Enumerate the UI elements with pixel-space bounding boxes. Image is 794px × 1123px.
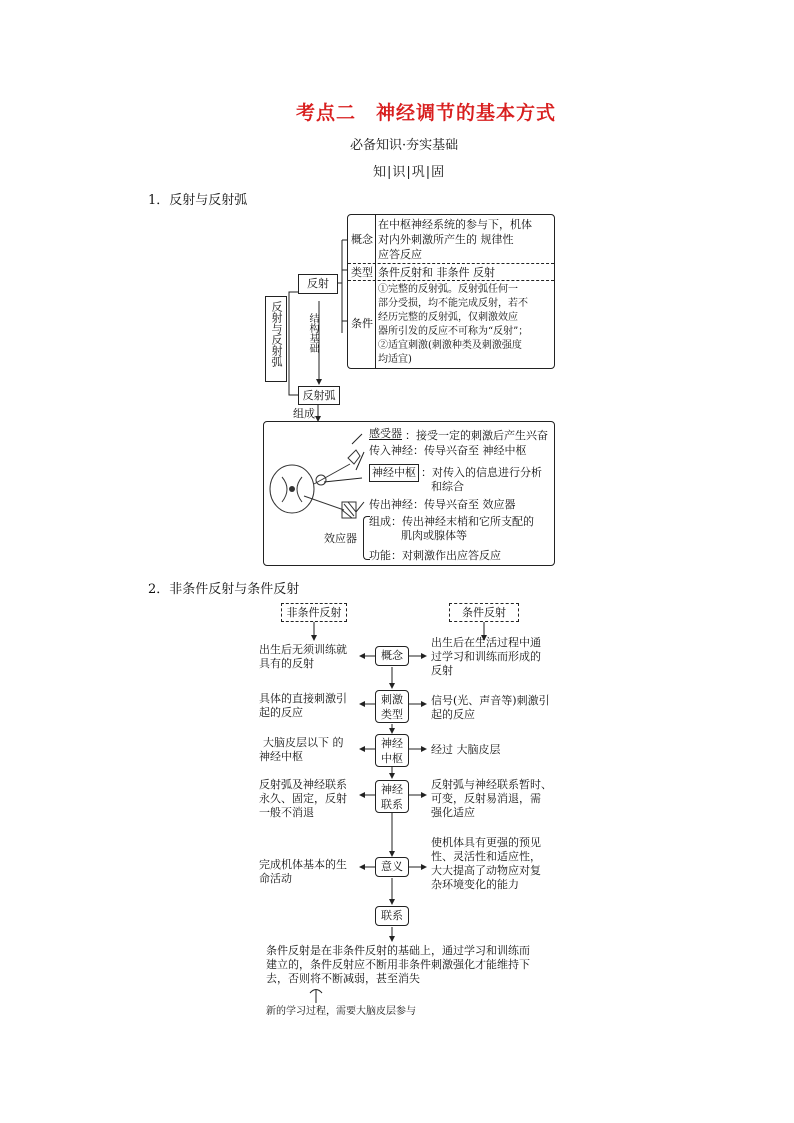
- cond-line-4: 器所引发的反应不可称为“反射”；: [378, 326, 529, 337]
- annotation-note: 新的学习过程，需要大脑皮层参与: [266, 1006, 416, 1017]
- concept-line-1: 在中枢神经系统的参与下，机体: [378, 218, 532, 231]
- cond-link-2: 可变，反射易消退，需: [431, 792, 541, 805]
- effector-comp-2: 肌肉或腺体等: [401, 529, 467, 542]
- cond-stimulus-2: 起的反应: [431, 708, 475, 721]
- cond-line-6: 均适宜): [378, 354, 412, 365]
- root-label: 反射与反射弧: [270, 301, 283, 367]
- arc-box: 反射弧: [298, 386, 340, 405]
- uncond-concept-1: 出生后无须训练就: [259, 643, 347, 656]
- conditioned-reflex-box: 条件反射: [449, 603, 519, 622]
- uncond-link-3: 一般不消退: [259, 806, 314, 819]
- cond-significance-2: 性、灵活性和适应性，: [431, 850, 541, 863]
- effector-label: 效应器: [324, 532, 357, 545]
- concept-line-2: 对内外刺激所产生的 规律性: [378, 233, 514, 246]
- reflex-box: 反射: [298, 274, 338, 294]
- nerve-link-center-box: 神经联系: [375, 780, 409, 813]
- uncond-link-1: 反射弧及神经联系: [259, 778, 347, 791]
- uncond-stimulus-2: 起的反应: [259, 706, 303, 719]
- banner: 知|识|巩|固: [373, 165, 446, 180]
- concept-center-box: 概念: [375, 646, 409, 666]
- uncond-concept-2: 具有的反射: [259, 657, 314, 670]
- efferent-text: 传出神经：传导兴奋至 效应器: [369, 498, 516, 511]
- unconditioned-reflex-box: 非条件反射: [281, 603, 347, 622]
- type-text: 条件反射和 非条件 反射: [378, 266, 495, 279]
- uncond-significance-2: 命活动: [259, 872, 292, 885]
- receptor-desc: ：接受一定的刺激后产生兴奋: [405, 429, 548, 442]
- center-desc-1: ：对传入的信息进行分析: [421, 466, 542, 479]
- uncond-center-1: 大脑皮层以下 的: [263, 736, 344, 749]
- uncond-link-2: 永久、固定，反射: [259, 792, 347, 805]
- section2-heading: 2．非条件反射与条件反射: [148, 582, 300, 597]
- reflex-detail-table: [347, 214, 555, 369]
- effector-comp-1: 组成：传出神经末梢和它所支配的: [369, 515, 534, 528]
- cond-center-1: 经过 大脑皮层: [431, 743, 501, 756]
- cond-line-2: 部分受损，均不能完成反射，若不: [378, 298, 528, 309]
- uncond-center-2: 神经中枢: [259, 750, 303, 763]
- uncond-stimulus-1: 具体的直接刺激引: [259, 692, 347, 705]
- root-box: [265, 296, 287, 382]
- link-text-1: 条件反射是在非条件反射的基础上，通过学习和训练而: [266, 944, 530, 957]
- cond-concept-2: 过学习和训练而形成的: [431, 650, 541, 663]
- center-desc-2: 和综合: [431, 480, 464, 493]
- uncond-significance-1: 完成机体基本的生: [259, 858, 347, 871]
- section1-heading: 1．反射与反射弧: [148, 193, 248, 208]
- link-center-box: 联系: [375, 906, 409, 926]
- cond-concept-3: 反射: [431, 664, 453, 677]
- stimulus-type-center-box: 刺激类型: [375, 690, 409, 723]
- subtitle: 必备知识·夯实基础: [350, 138, 459, 153]
- cond-line-1: ①完整的反射弧。反射弧任何一: [378, 284, 518, 295]
- link-text-2: 建立的，条件反射应不断用非条件刺激强化才能维持下: [266, 958, 530, 971]
- cond-label: 条件: [351, 317, 373, 330]
- composition-label: 组成: [293, 407, 315, 420]
- cond-line-3: 经历完整的反射弧，仅刺激效应: [378, 312, 518, 323]
- cond-stimulus-1: 信号(光、声音等)刺激引: [431, 694, 550, 707]
- receptor-label: 感受器: [369, 427, 402, 440]
- cond-line-5: ②适宜刺激(刺激种类及刺激强度: [378, 340, 522, 351]
- nerve-center-center-box: 神经中枢: [375, 734, 409, 767]
- arc-composition-box: [263, 421, 555, 566]
- page-title: 考点二 神经调节的基本方式: [296, 102, 557, 124]
- struct-basis-label: 结构基础: [307, 313, 318, 353]
- concept-line-3: 应答反应: [378, 248, 422, 261]
- center-box: 神经中枢: [369, 464, 419, 482]
- significance-center-box: 意义: [375, 857, 409, 877]
- cond-significance-4: 杂环境变化的能力: [431, 878, 519, 891]
- link-text-3: 去，否则将不断减弱，甚至消失: [266, 972, 420, 985]
- concept-label: 概念: [351, 233, 373, 246]
- cond-significance-1: 使机体具有更强的预见: [431, 836, 541, 849]
- type-label: 类型: [351, 266, 373, 279]
- cond-concept-1: 出生后在生活过程中通: [431, 636, 541, 649]
- cond-link-1: 反射弧与神经联系暂时、: [431, 778, 552, 791]
- cond-link-3: 强化适应: [431, 806, 475, 819]
- cond-significance-3: 大大提高了动物应对复: [431, 864, 541, 877]
- afferent-text: 传入神经：传导兴奋至 神经中枢: [369, 444, 527, 457]
- effector-func: 功能：对刺激作出应答反应: [369, 549, 501, 562]
